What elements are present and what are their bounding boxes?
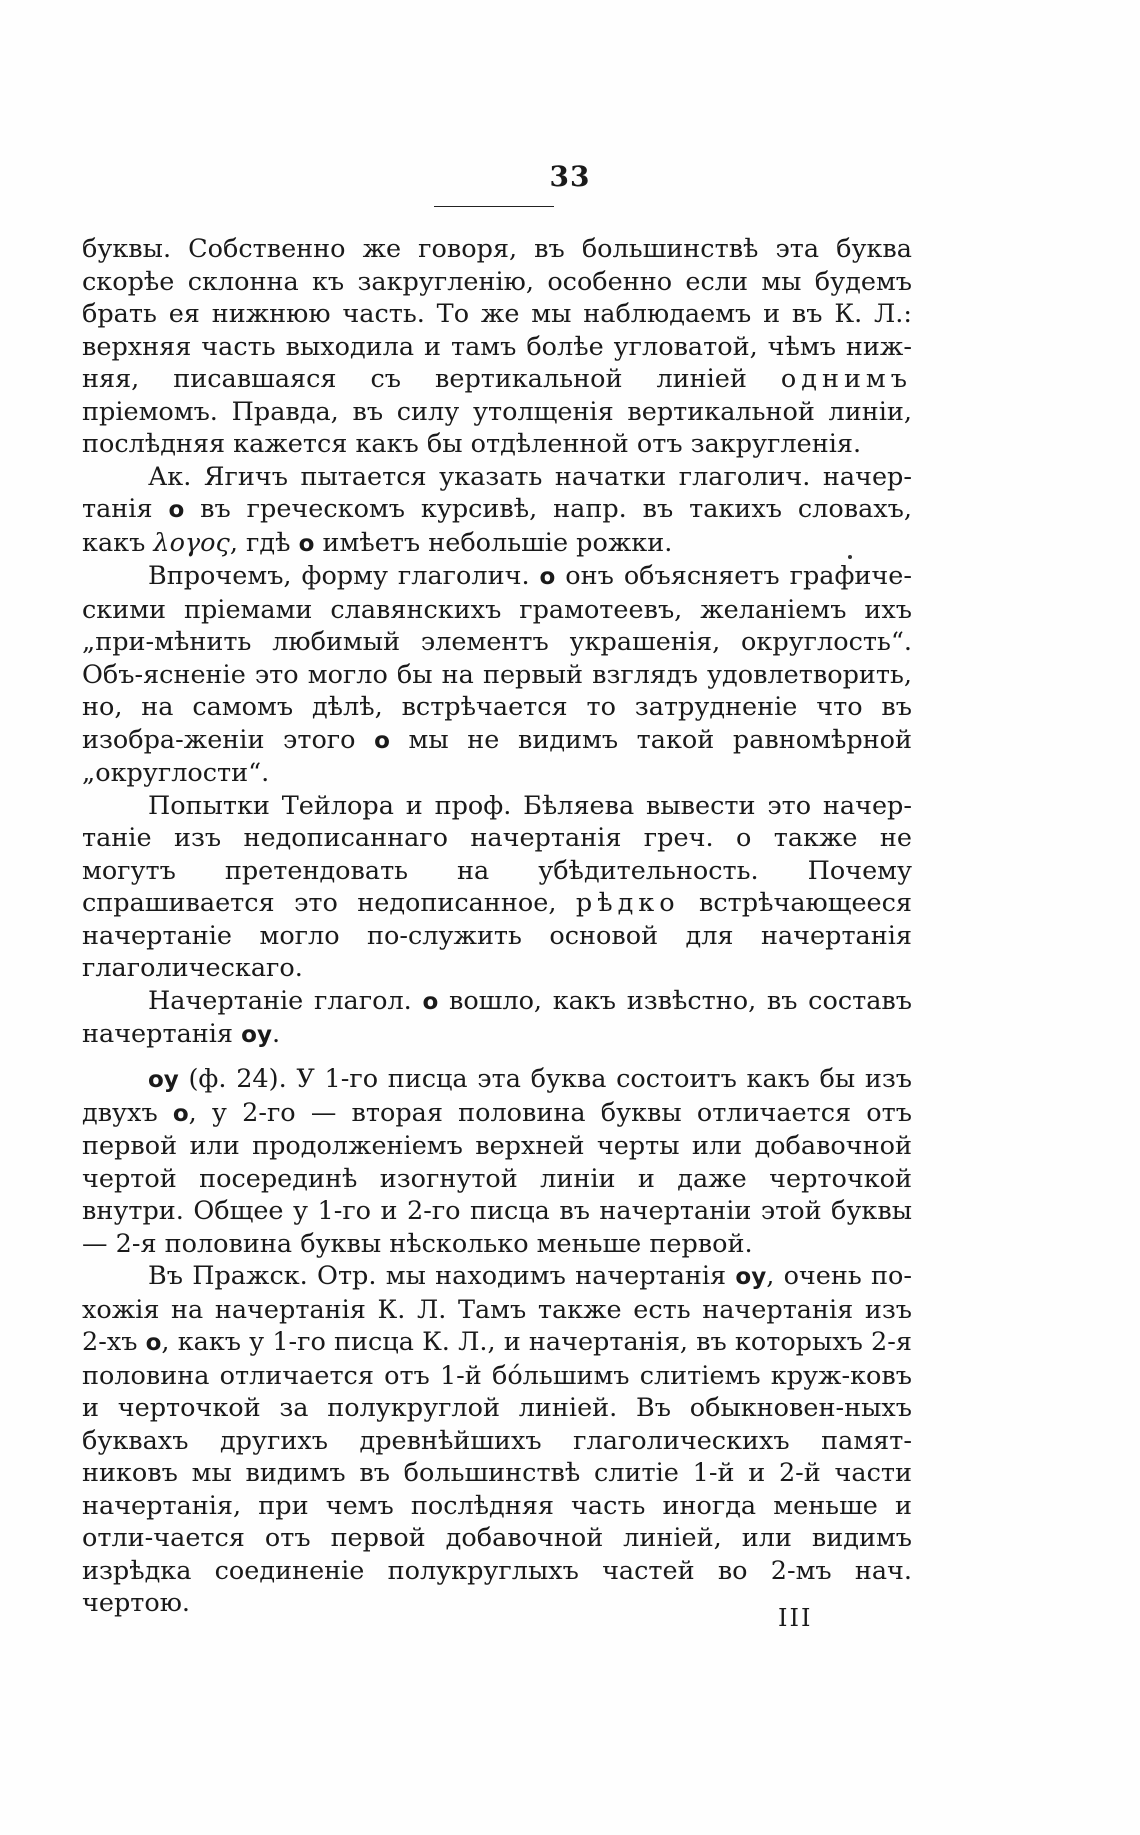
text-run: , какъ у 1-го писца К. Л., и начертанія, въ которыхъ 2-я половина отличается отъ 1-й бо́льшимъ слитіемъ круж-ковъ и черточкой за полукруглой линіей. Въ обыкновен-ныхъ буквахъ другихъ древнѣйшихъ глаголическихъ памят-никовъ мы видимъ въ большинствѣ слитіе 1-й и 2-й части начертанія, при чемъ послѣдняя часть иногда меньше и отли-чается отъ первой добавочной линіей, или видимъ изрѣдка соединеніе полукруглыхъ частей во 2-мъ нач. чертою. (82, 1327, 912, 1618)
text-run: , гдѣ (229, 527, 299, 558)
text-run: встрѣчающееся начертаніе могло по-служить основой для начертанія глаголическаго. (82, 888, 912, 983)
paragraph (82, 233, 912, 461)
page-number-rule (434, 206, 554, 207)
glagolitic-letter: о (145, 1330, 162, 1356)
glagolitic-letter: оу (735, 1264, 767, 1290)
greek-letter: о (735, 823, 752, 853)
text-run: , очень по-хожія на начертанія К. Л. Тамъ также есть начертанія изъ 2-хъ (82, 1261, 912, 1357)
paragraph (82, 1260, 912, 1620)
paragraph (82, 560, 912, 790)
glagolitic-letter: оу (241, 1022, 272, 1048)
text-run: вошло, какъ извѣстно, въ составъ начертанія (82, 985, 912, 1049)
greek-word: λογος (153, 527, 230, 558)
spaced-emphasis: однимъ (780, 364, 912, 394)
text-run: , у 2-го — вторая половина буквы отличается отъ первой или продолженіемъ верхней черты или добавочной чертой посерединѣ изогнутой линіи и даже черточкой внутри. Общее у 1-го и 2-го писца въ начертаніи этой буквы — 2-я половина буквы нѣсколько меньше первой. (82, 1097, 912, 1259)
text-run: Въ Пражск. Отр. мы находимъ начертанія (148, 1261, 736, 1291)
glagolitic-letter: о (168, 497, 185, 523)
glagolitic-letter: о (422, 988, 439, 1015)
paragraph (82, 790, 912, 985)
text-run: (ф. 24). У 1-го писца эта буква состоитъ какъ бы изъ двухъ (82, 1064, 912, 1128)
glagolitic-letter: о (374, 727, 390, 754)
text-run: также не могутъ претендовать на убѣдительность. Почему спрашивается это недописанное, (82, 823, 912, 918)
glagolitic-letter: о (539, 564, 556, 590)
text-run: онъ объясняетъ графиче-скими пріемами славянскихъ грамотеевъ, желаніемъ ихъ „при-мѣнить любимый элементъ украшенія, округлость“. Объ-ясненіе это могло бы на первый взглядъ удовлетворить, но, на самомъ дѣлѣ, встрѣчается то затрудненіе что въ изобра-женіи этого (82, 561, 912, 755)
paragraph (82, 1063, 912, 1260)
text-run: Впрочемъ, форму глаголич. (148, 561, 540, 591)
page-number: 33 (549, 160, 591, 193)
text-run: Ак. Ягичъ пытается указать начатки глаголич. начер-танія (82, 461, 912, 524)
print-speck (848, 555, 852, 559)
text-run: въ греческомъ курсивѣ, напр. въ такихъ словахъ, какъ (82, 494, 912, 558)
text-section-1 (82, 233, 912, 1052)
section-heading-letter: оу (148, 1067, 179, 1093)
text-run: буквы. Собственно же говоря, въ большинствѣ эта буква скорѣе склонна къ закругленію, особенно если мы будемъ брать ея нижнюю часть. То же мы наблюдаемъ и въ К. Л.: верхняя часть выходила и тамъ болѣе угловатой, чѣмъ ниж-няя, писавшаяся съ вертикальной линіей (82, 234, 912, 394)
text-section-2 (82, 1063, 912, 1620)
glagolitic-letter: о (172, 1100, 189, 1127)
printer-signature-mark: III (778, 1604, 813, 1632)
text-run: пріемомъ. Правда, въ силу утолщенія вертикальной линіи, послѣдняя кажется какъ бы отдѣленной отъ закругленія. (82, 396, 912, 459)
text-run: Попытки Тейлора и проф. Бѣляева вывести это начер-таніе изъ недописаннаго начертанія греч. (82, 790, 912, 853)
paragraph (82, 985, 912, 1052)
glagolitic-letter: о (298, 530, 315, 557)
paragraph (82, 461, 912, 561)
text-run: имѣетъ небольшіе рожки. (314, 527, 673, 558)
text-run: мы не видимъ такой равномѣрной „округлости“. (82, 724, 912, 788)
spaced-emphasis: рѣдко (575, 888, 680, 918)
text-run: . (271, 1019, 281, 1049)
text-run: Начертаніе глагол. (148, 985, 423, 1016)
